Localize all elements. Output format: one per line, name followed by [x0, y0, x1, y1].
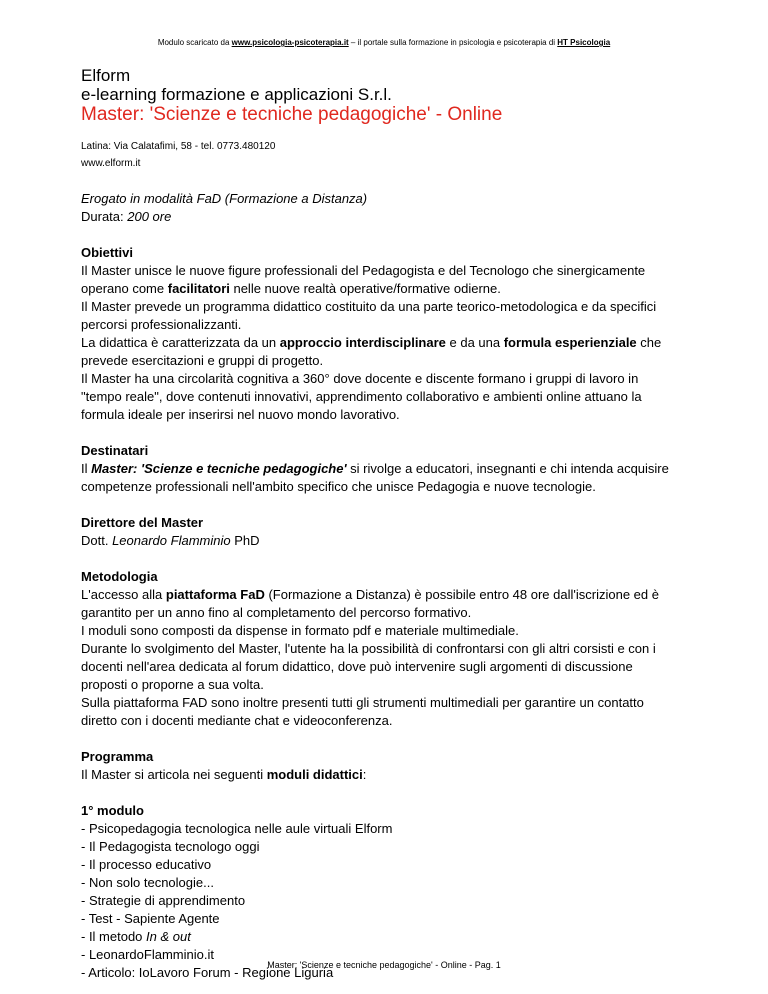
- obiettivi-p3: La didattica è caratterizzata da un approccio interdisciplinare e da una formula esperienziale che prevede esercitazioni e gruppi di progetto.: [81, 335, 662, 368]
- programma-section: [81, 748, 681, 784]
- list-item: - Strategie di apprendimento: [81, 893, 246, 908]
- contact-website: www.elform.it: [81, 158, 141, 169]
- programma-text: Il Master si articola nei seguenti moduli didattici:: [81, 767, 367, 782]
- modulo1-heading: 1° modulo: [81, 803, 144, 818]
- metodologia-p1: L'accesso alla piattaforma FaD (Formazione a Distanza) è possibile entro 48 ore dall'iscrizione ed è garantito per un anno fino al completamento del percorso formativo.: [81, 587, 659, 620]
- header-brand-link[interactable]: HT Psicologia: [557, 38, 611, 47]
- modulo1-section: [81, 802, 681, 982]
- erogazione-section: [81, 190, 681, 226]
- list-item: - Il metodo In & out: [81, 929, 191, 944]
- page-header: [0, 38, 768, 47]
- metodologia-p4: Sulla piattaforma FAD sono inoltre presenti tutti gli strumenti multimediali per garantire un contatto diretto con i docenti mediante chat e videoconferenza.: [81, 695, 644, 728]
- document-body: [81, 66, 681, 982]
- header-prefix: Modulo scaricato da: [157, 38, 232, 47]
- destinatari-heading: Destinatari: [81, 443, 149, 458]
- contact-address: Latina: Via Calatafimi, 58 - tel. 0773.480120: [81, 141, 276, 152]
- obiettivi-heading: Obiettivi: [81, 245, 134, 260]
- direttore-section: [81, 514, 681, 550]
- direttore-heading: Direttore del Master: [81, 515, 204, 530]
- direttore-text: Dott. Leonardo Flamminio PhD: [81, 533, 260, 548]
- page-footer: Master: 'Scienze e tecniche pedagogiche' - Online - Pag. 1: [267, 960, 501, 970]
- list-item: - Non solo tecnologie...: [81, 875, 214, 890]
- header-middle: – il portale sulla formazione in psicologia e psicoterapia di: [348, 38, 558, 47]
- metodologia-p2: I moduli sono composti da dispense in formato pdf e materiale multimediale.: [81, 623, 519, 638]
- header-site-link[interactable]: www.psicologia-psicoterapia.it: [231, 38, 349, 47]
- obiettivi-section: [81, 244, 681, 424]
- course-title: Master: 'Scienze e tecniche pedagogiche' - Online: [81, 104, 503, 125]
- org-fullname: e-learning formazione e applicazioni S.r.l.: [81, 85, 392, 104]
- obiettivi-p1: Il Master unisce le nuove figure professionali del Pedagogista e del Tecnologo che sinergicamente operano come facilitatori nelle nuove realtà operative/formative odierne.: [81, 263, 646, 296]
- metodologia-p3: Durante lo svolgimento del Master, l'utente ha la possibilità di confrontarsi con gli altri corsisti e con i docenti nell'area dedicata al forum didattico, dove può intervenire sugli argomenti di discussione proposti o proporne a sua volta.: [81, 641, 656, 692]
- list-item: - Il processo educativo: [81, 857, 212, 872]
- metodologia-heading: Metodologia: [81, 569, 158, 584]
- list-item: - Test - Sapiente Agente: [81, 911, 220, 926]
- list-item: - LeonardoFlamminio.it: [81, 947, 214, 962]
- list-item: - Psicopedagogia tecnologica nelle aule virtuali Elform: [81, 821, 393, 836]
- destinatari-text: Il Master: 'Scienze e tecniche pedagogiche' si rivolge a educatori, insegnanti e chi intenda acquisire competenze professionali nell'ambito specifico che unisce Pedagogia e nuove tecnologie.: [81, 461, 669, 494]
- list-item: - Il Pedagogista tecnologo oggi: [81, 839, 260, 854]
- destinatari-section: [81, 442, 681, 496]
- durata: Durata: 200 ore: [81, 209, 172, 224]
- list-item: - Articolo: IoLavoro Forum - Regione Liguria: [81, 965, 334, 980]
- org-name: Elform: [81, 66, 131, 85]
- erogazione-mode: Erogato in modalità FaD (Formazione a Distanza): [81, 191, 368, 206]
- obiettivi-p4: Il Master ha una circolarità cognitiva a 360° dove docente e discente formano i gruppi di lavoro in "tempo reale", dove contenuti innovativi, apprendimento collaborativo e ambienti online attuano la formula ideale per inserirsi nel nuovo mondo lavorativo.: [81, 371, 642, 422]
- metodologia-section: [81, 568, 681, 730]
- programma-heading: Programma: [81, 749, 154, 764]
- obiettivi-p2: Il Master prevede un programma didattico costituito da una parte teorico-metodologica e da specifici percorsi professionalizzanti.: [81, 299, 657, 332]
